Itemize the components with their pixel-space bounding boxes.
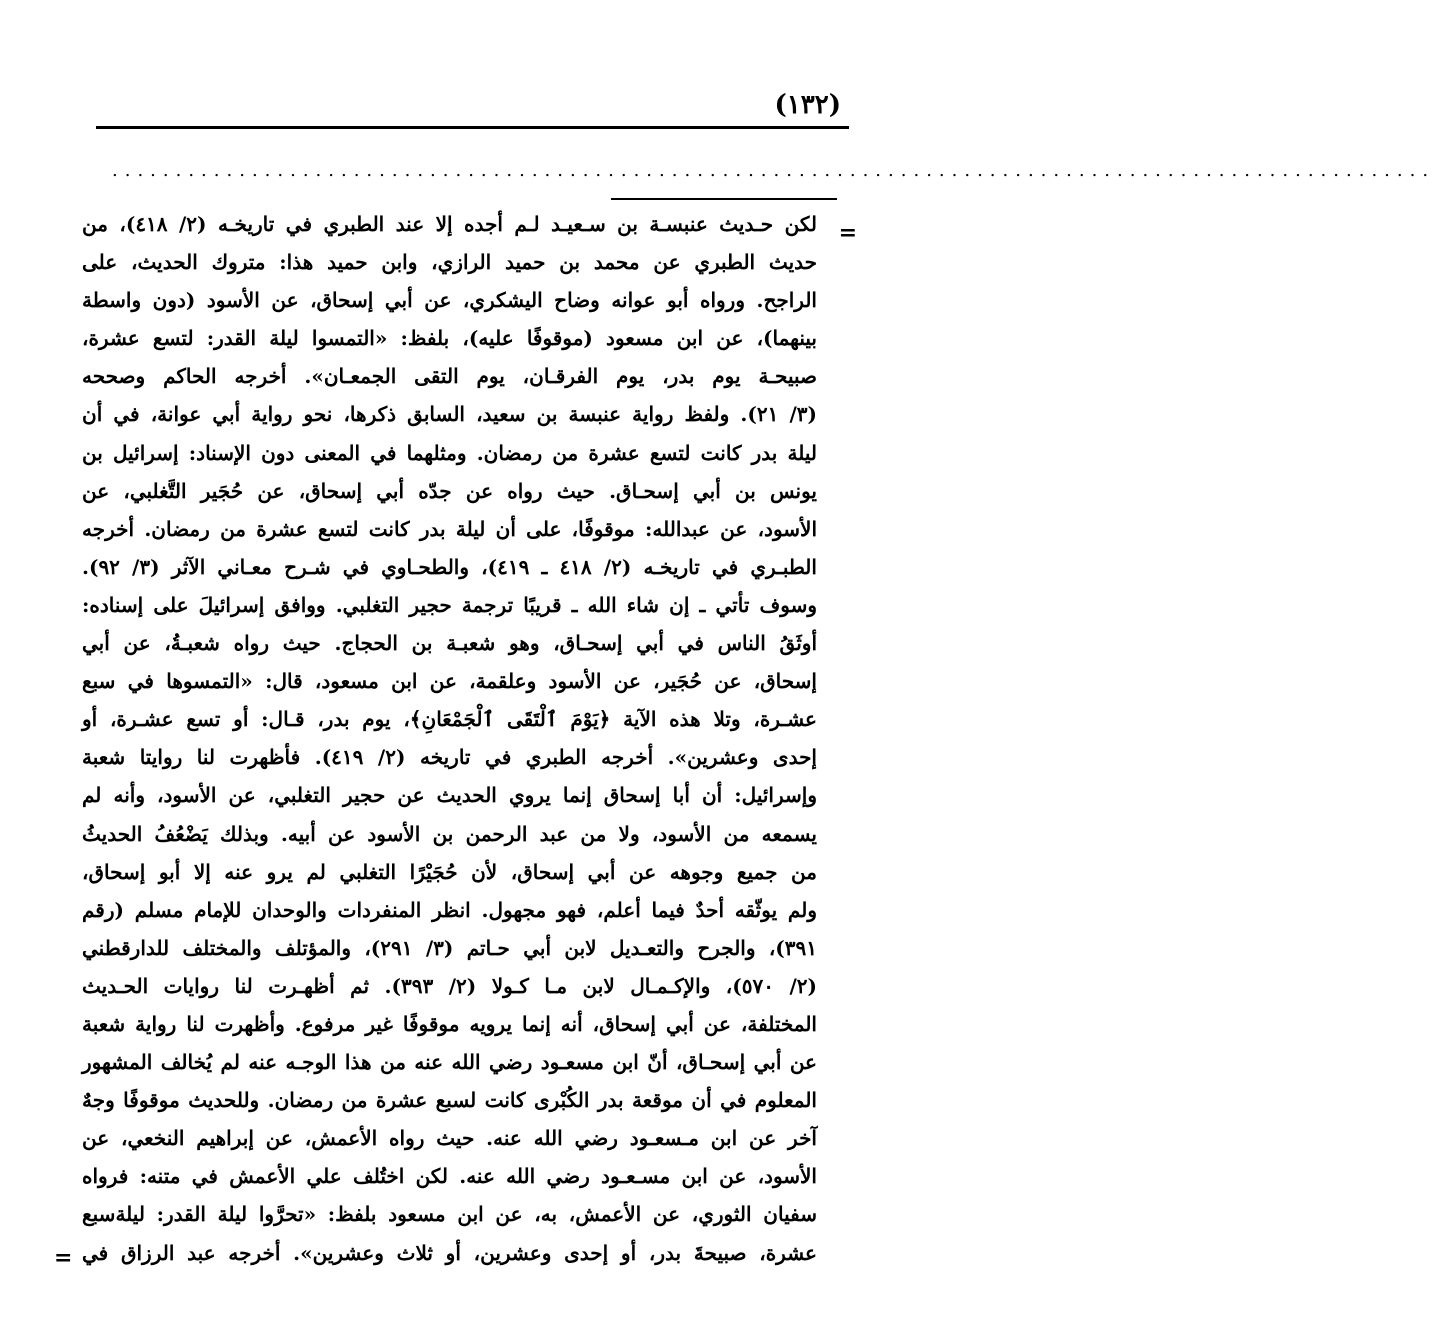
footnote-line: يونس بن أبي إسحـاق. حيث رواه عن جدّه أبي إسحاق، عن حُجَير التَّغلبي، عن (82, 478, 817, 503)
footnote-line: من جميع وجوهه عن أبي إسحاق، لأن حُجَيْرًا التغلبي لم يرو عنه إلا أبو إسحاق، (82, 859, 817, 884)
footnote-line: إحدى وعشرين». أخرجه الطبري في تاريخه (٢/ ٤١٩). فأظهرت لنا روايتا شعبة (82, 745, 817, 770)
footnote-line: سفيان الثوري، عن الأعمش، به، عن ابن مسعود بلفظ: «تحرَّوا ليلة القدر: ليلةسبع (82, 1202, 817, 1227)
footnote-line: (٣/ ٢١). ولفظ رواية عنبسة بن سعيد، السابق ذكرها، نحو رواية أبي عوانة، في أن (82, 402, 817, 427)
footnote-line: المختلفة، عن أبي إسحاق، أنه إنما يرويه موقوفًا غير مرفوع. وأظهرت لنا رواية شعبة (82, 1011, 817, 1036)
footnote-line: حديث الطبري عن محمد بن حميد الرازي، وابن حميد هذا: متروك الحديث، على (82, 250, 817, 275)
footnote-line: أوثَقُ الناس في أبي إسحـاق، وهو شعبـة بن الحجاج. حيث رواه شعبـةُ، عن أبي (82, 631, 817, 656)
continuation-marker-top: = (838, 220, 857, 246)
footnote-line: المعلوم في أن موقعة بدر الكُبْرى كانت لسبع عشرة من رمضان. وللحديث موقوفًا وجهٌ (82, 1088, 817, 1113)
footnote-line: بينهما)، عن ابن مسعود (موقوفًا عليه)، بلفظ: «التمسوا ليلة القدر: لتسع عشرة، (82, 326, 817, 351)
continuation-marker-bottom: = (54, 1245, 73, 1271)
footnote-line: يسمعه من الأسود، ولا من عبد الرحمن بن الأسود عن أبيه. وبذلك يَضْعُفُ الحديثُ (82, 821, 817, 846)
footnote-line: الطبـري في تاريخـه (٢/ ٤١٨ ـ ٤١٩)، والطحـاوي في شـرح معـاني الآثر (٣/ ٩٢). (82, 554, 817, 579)
footnote-rule (611, 198, 837, 200)
footnote-line: ولم يوثّقه أحدٌ فيما أعلم، فهو مجهول. انظر المنفردات والوحدان للإمام مسلم (رقم (82, 897, 817, 922)
page-number: (١٣٢) (774, 90, 841, 120)
footnote-line: عن أبي إسحـاق، أنّ ابن مسعـود رضي الله عنه من هذا الوجـه عنه لم يُخالف المشهور (82, 1050, 817, 1075)
footnote-line: لكن حـديث عنبسـة بن سـعيـد لـم أجده إلا عند الطبري في تاريخـه (٢/ ٤١٨)، من (82, 212, 817, 236)
footnote-line: وإسرائيل: أن أبا إسحاق إنما يروي الحديث عن حجير التغلبي، عن الأسود، وأنه لم (82, 783, 817, 808)
footnote-line: الراجح. ورواه أبو عوانه وضاح اليشكري، عن أبي إسحاق، عن الأسود (دون واسطة (82, 288, 817, 313)
footnote-line: (٢/ ٥٧٠)، والإكـمـال لابن مـا كـولا (٢/ ٣٩٣). ثم أظهـرت لنا روايات الحـديث (82, 973, 817, 998)
footnote-line: آخر عن ابن مـسعـود رضي الله عنه. حيث رواه الأعمش، عن إبراهيم النخعي، عن (82, 1126, 817, 1151)
footnote-line: عشـرة، وتلا هذه الآية ﴿يَوْمَ ٱلْتَقَى ٱلْجَمْعَانِ﴾، يوم بدر، قـال: أو تسع عشـرة، أو (82, 707, 817, 732)
footnote-line: الأسود، عن ابن مسـعـود رضي الله عنه. لكن اختُلف علي الأعمش في متنه: فرواه (82, 1164, 817, 1189)
footnote-line: وسوف تأتي ـ إن شاء الله ـ قريبًا ترجمة حجير التغلبي. ووافق إسرائيلَ على إسناده: (82, 592, 817, 617)
header-rule (96, 126, 849, 129)
footnote-line: ٣٩١)، والجرح والتعـديل لابن أبي حـاتم (٣/ ٢٩١)، والمؤتلف والمختلف للدارقطني (82, 935, 817, 960)
dotted-separator: ........................................................................................................ (112, 160, 1435, 181)
footnote-line: إسحاق، عن حُجَير، عن الأسود وعلقمة، عن ابن مسعود، قال: «التمسوها في سبع (82, 669, 817, 694)
footnote-line: صبيحـة يوم بدر، يوم الفرقـان، يوم التقى الجمعـان». أخرجه الحاكم وصححه (82, 364, 817, 389)
footnote-text (82, 205, 817, 1272)
footnote-line: عشرة، صبيحةَ بدر، أو إحدى وعشرين، أو ثلاث وعشرين». أخرجه عبد الرزاق في (82, 1240, 817, 1265)
footnote-line: الأسود، عن عبدالله: موقوفًا، على أن ليلة بدر كانت لتسع عشرة من رمضان. أخرجه (82, 516, 817, 541)
footnote-line: ليلة بدر كانت لتسع عشرة من رمضان. ومثلهما في المعنى دون الإسناد: إسرائيل بن (82, 440, 817, 465)
